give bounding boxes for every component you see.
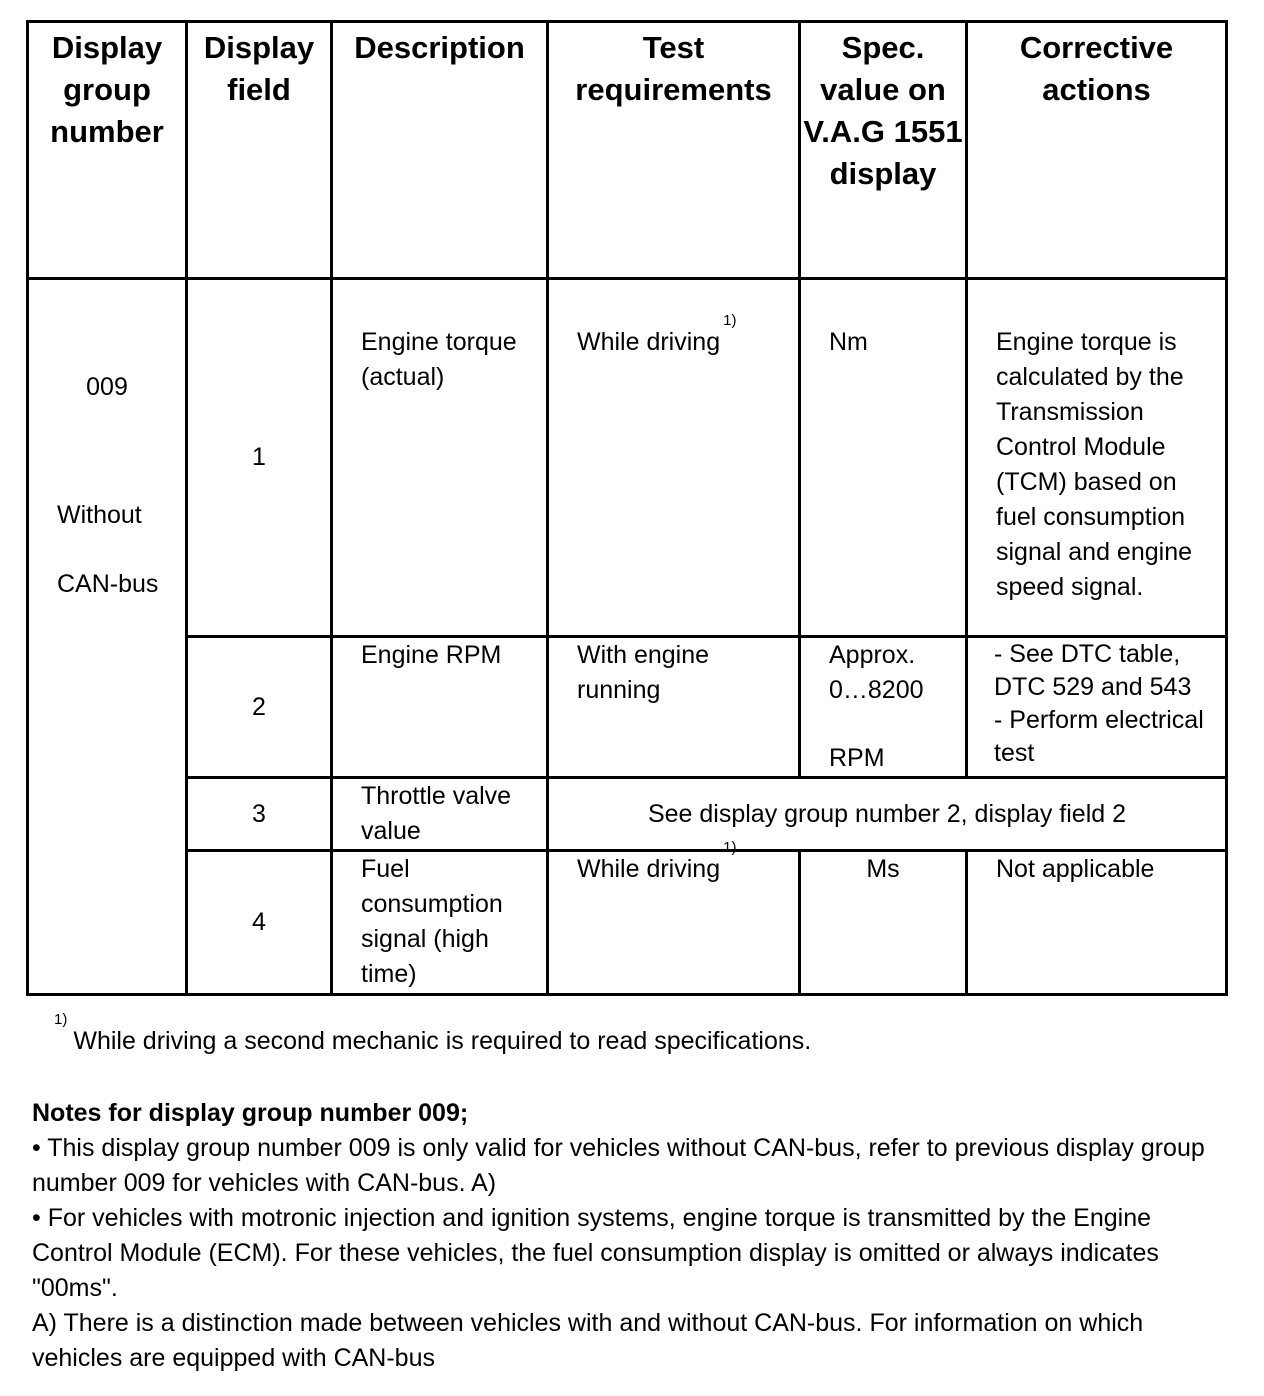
spec-cell [800, 279, 967, 637]
diagnostic-table [26, 20, 1228, 996]
spec-unit: RPM [829, 744, 885, 772]
notes-title: Notes for display group number 009; [32, 1099, 469, 1127]
description-text: Fuel consumption signal (high time) [361, 855, 503, 988]
corrective-text: Engine torque is calculated by the Transmission Control Module (TCM) based on fuel consumption signal and engine speed signal. [996, 328, 1192, 601]
spec-cell [800, 637, 967, 778]
description-cell [332, 637, 548, 778]
header-test-requirements: Test requirements [548, 22, 800, 279]
header-row [28, 22, 1227, 279]
note-item: • This display group number 009 is only valid for vehicles without CAN-bus, refer to previous display group number 009 for vehicles with CAN-bus. A) [32, 1134, 1205, 1197]
corrective-cell [967, 851, 1227, 995]
corrective-text: Not applicable [996, 855, 1155, 883]
table-row [28, 851, 1227, 995]
header-corrective-actions: Corrective actions [967, 22, 1227, 279]
field-cell [187, 851, 332, 995]
test-text: While driving [577, 855, 721, 883]
description-cell [332, 851, 548, 995]
description-text: Engine RPM [361, 641, 502, 669]
description-text: Throttle valve value [361, 782, 512, 845]
header-display-group-number: Display group number [28, 22, 187, 279]
spec-text: Nm [829, 328, 868, 356]
field-cell [187, 279, 332, 637]
notes-section [32, 1096, 1232, 1376]
header-display-field: Display field [187, 22, 332, 279]
note-item: • For vehicles with motronic injection and ignition systems, engine torque is transmitted by the Engine Control Module (ECM). For these vehicles, the fuel consumption display is omitted or always indicates "00ms". [32, 1204, 1159, 1302]
group-label-line2: CAN-bus [57, 570, 159, 598]
group-cell [28, 279, 187, 995]
table-row [28, 637, 1227, 778]
footnote-marker: 1) [54, 1011, 68, 1028]
footnote [54, 1011, 1234, 1059]
field-cell [187, 778, 332, 851]
description-cell [332, 279, 548, 637]
field-number: 4 [252, 908, 266, 936]
group-label-line1: Without [57, 501, 142, 529]
spec-text: Ms [866, 855, 900, 883]
footnote-marker: 1) [723, 312, 737, 329]
note-item: A) There is a distinction made between vehicles with and without CAN-bus. For information on which vehicles are equipped with CAN-bus [32, 1309, 1144, 1372]
merged-cell [548, 778, 1227, 851]
header-spec-value: Spec. value on V.A.G 1551 display [800, 22, 967, 279]
group-number: 009 [86, 373, 128, 401]
description-text: Engine torque (actual) [361, 328, 517, 391]
footnote-text: While driving a second mechanic is required to read specifications. [73, 1027, 812, 1055]
test-cell [548, 839, 800, 995]
table-row [28, 778, 1227, 851]
field-number: 3 [252, 799, 266, 828]
corrective-item: - See DTC table, DTC 529 and 543 [994, 640, 1192, 701]
corrective-cell [967, 279, 1227, 637]
spec-cell [800, 851, 967, 995]
test-text: While driving [577, 328, 721, 356]
merged-text: See display group number 2, display field 2 [647, 799, 1127, 828]
spec-text: Approx. 0…8200 [829, 641, 924, 704]
corrective-cell [967, 637, 1227, 778]
test-cell [548, 279, 800, 637]
table-row [28, 279, 1227, 637]
header-description: Description [332, 22, 548, 279]
field-number: 2 [252, 692, 266, 721]
test-cell [548, 637, 800, 778]
test-text: With engine running [577, 641, 710, 704]
description-cell [332, 778, 548, 851]
field-cell [187, 637, 332, 778]
corrective-item: - Perform electrical test [994, 706, 1204, 767]
footnote-marker: 1) [723, 839, 737, 856]
field-number: 1 [252, 443, 266, 471]
